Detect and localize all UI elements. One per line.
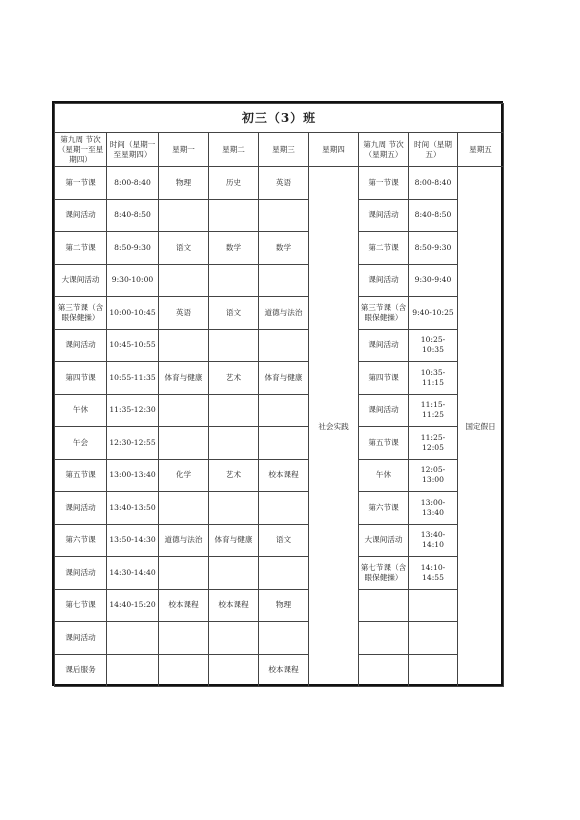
wednesday-cell	[259, 199, 309, 232]
friday-time-cell: 10:35-11:15	[409, 362, 458, 395]
table-row	[55, 589, 504, 622]
friday-period-cell	[359, 622, 409, 655]
tuesday-cell: 体育与健康	[209, 524, 259, 557]
friday-time-cell: 8:00-8:40	[409, 167, 458, 200]
wednesday-cell	[259, 622, 309, 655]
friday-time-cell: 11:25-12:05	[409, 427, 458, 460]
time-cell: 14:40-15:20	[107, 589, 159, 622]
table-row	[55, 654, 504, 687]
time-cell: 13:40-13:50	[107, 492, 159, 525]
time-cell: 13:00-13:40	[107, 459, 159, 492]
wednesday-cell: 英语	[259, 167, 309, 200]
tuesday-cell: 艺术	[209, 459, 259, 492]
tuesday-cell	[209, 557, 259, 590]
time-cell: 14:30-14:40	[107, 557, 159, 590]
friday-time-cell: 11:15-11:25	[409, 394, 458, 427]
period-cell: 第六节课	[55, 524, 107, 557]
period-cell: 大课间活动	[55, 264, 107, 297]
period-cell: 第四节课	[55, 362, 107, 395]
header-tuesday: 星期二	[209, 133, 259, 167]
tuesday-cell: 历史	[209, 167, 259, 200]
friday-period-cell: 第七节课（含眼保健操）	[359, 557, 409, 590]
tuesday-cell	[209, 394, 259, 427]
period-cell: 第三节课（含眼保健操）	[55, 297, 107, 330]
header-thursday: 星期四	[309, 133, 359, 167]
friday-time-cell: 10:25-10:35	[409, 329, 458, 362]
monday-cell: 体育与健康	[159, 362, 209, 395]
tuesday-cell: 语文	[209, 297, 259, 330]
friday-time-cell	[409, 654, 458, 687]
monday-cell	[159, 329, 209, 362]
period-cell: 第二节课	[55, 232, 107, 265]
friday-period-cell: 大课间活动	[359, 524, 409, 557]
friday-time-cell: 9:40-10:25	[409, 297, 458, 330]
wednesday-cell	[259, 264, 309, 297]
monday-cell	[159, 492, 209, 525]
table-row	[55, 524, 504, 557]
period-cell: 课间活动	[55, 492, 107, 525]
page-title: 初三（3）班	[55, 104, 504, 133]
period-cell: 课间活动	[55, 557, 107, 590]
tuesday-cell: 数学	[209, 232, 259, 265]
friday-period-cell: 课间活动	[359, 329, 409, 362]
header-row	[55, 133, 504, 167]
table-row	[55, 362, 504, 395]
time-cell: 11:35-12:30	[107, 394, 159, 427]
wednesday-cell: 语文	[259, 524, 309, 557]
table-row	[55, 199, 504, 232]
friday-period-cell	[359, 654, 409, 687]
wednesday-cell: 物理	[259, 589, 309, 622]
table-row	[55, 394, 504, 427]
table-row	[55, 427, 504, 460]
time-cell: 12:30-12:55	[107, 427, 159, 460]
friday-time-cell	[409, 622, 458, 655]
tuesday-cell	[209, 264, 259, 297]
time-cell: 10:55-11:35	[107, 362, 159, 395]
time-cell: 8:40-8:50	[107, 199, 159, 232]
period-cell: 课间活动	[55, 622, 107, 655]
time-cell: 8:00-8:40	[107, 167, 159, 200]
thursday-merged-cell: 社会实践	[309, 167, 359, 687]
period-cell: 第七节课	[55, 589, 107, 622]
monday-cell: 英语	[159, 297, 209, 330]
period-cell: 课后服务	[55, 654, 107, 687]
friday-time-cell: 8:50-9:30	[409, 232, 458, 265]
friday-time-cell: 9:30-9:40	[409, 264, 458, 297]
table-row	[55, 329, 504, 362]
tuesday-cell: 校本课程	[209, 589, 259, 622]
monday-cell	[159, 654, 209, 687]
time-cell: 8:50-9:30	[107, 232, 159, 265]
wednesday-cell	[259, 394, 309, 427]
monday-cell: 校本课程	[159, 589, 209, 622]
monday-cell: 道德与法治	[159, 524, 209, 557]
time-cell	[107, 654, 159, 687]
table-row	[55, 459, 504, 492]
friday-time-cell: 13:40-14:10	[409, 524, 458, 557]
friday-period-cell: 第三节课（含眼保健操）	[359, 297, 409, 330]
monday-cell	[159, 622, 209, 655]
wednesday-cell	[259, 329, 309, 362]
header-right-time: 时间（星期五）	[409, 133, 458, 167]
header-wednesday: 星期三	[259, 133, 309, 167]
friday-period-cell	[359, 589, 409, 622]
table-row	[55, 297, 504, 330]
monday-cell	[159, 557, 209, 590]
friday-time-cell: 14:10-14:55	[409, 557, 458, 590]
table-row	[55, 492, 504, 525]
friday-period-cell: 课间活动	[359, 199, 409, 232]
monday-cell	[159, 199, 209, 232]
monday-cell	[159, 427, 209, 460]
monday-cell	[159, 394, 209, 427]
friday-time-cell: 8:40-8:50	[409, 199, 458, 232]
wednesday-cell	[259, 557, 309, 590]
monday-cell: 语文	[159, 232, 209, 265]
table-row	[55, 622, 504, 655]
friday-time-cell: 13:00-13:40	[409, 492, 458, 525]
header-right-period: 第九周 节次（星期五）	[359, 133, 409, 167]
period-cell: 课间活动	[55, 199, 107, 232]
time-cell: 10:00-10:45	[107, 297, 159, 330]
tuesday-cell	[209, 654, 259, 687]
period-cell: 午会	[55, 427, 107, 460]
table-row	[55, 167, 504, 200]
tuesday-cell	[209, 622, 259, 655]
friday-merged-cell: 国定假日	[458, 167, 504, 687]
friday-period-cell: 课间活动	[359, 394, 409, 427]
table-row	[55, 264, 504, 297]
wednesday-cell: 校本课程	[259, 654, 309, 687]
tuesday-cell	[209, 427, 259, 460]
time-cell: 13:50-14:30	[107, 524, 159, 557]
friday-period-cell: 第五节课	[359, 427, 409, 460]
wednesday-cell	[259, 427, 309, 460]
header-friday: 星期五	[458, 133, 504, 167]
time-cell: 10:45-10:55	[107, 329, 159, 362]
tuesday-cell	[209, 329, 259, 362]
friday-time-cell: 12:05-13:00	[409, 459, 458, 492]
wednesday-cell: 数学	[259, 232, 309, 265]
friday-period-cell: 课间活动	[359, 264, 409, 297]
friday-period-cell: 第一节课	[359, 167, 409, 200]
friday-time-cell	[409, 589, 458, 622]
period-cell: 午休	[55, 394, 107, 427]
timetable-sheet	[52, 101, 503, 686]
tuesday-cell: 艺术	[209, 362, 259, 395]
timetable	[54, 103, 504, 687]
friday-period-cell: 午休	[359, 459, 409, 492]
time-cell: 9:30-10:00	[107, 264, 159, 297]
wednesday-cell: 校本课程	[259, 459, 309, 492]
tuesday-cell	[209, 199, 259, 232]
friday-period-cell: 第四节课	[359, 362, 409, 395]
header-monday: 星期一	[159, 133, 209, 167]
monday-cell: 物理	[159, 167, 209, 200]
period-cell: 第一节课	[55, 167, 107, 200]
friday-period-cell: 第六节课	[359, 492, 409, 525]
wednesday-cell: 道德与法治	[259, 297, 309, 330]
friday-period-cell: 第二节课	[359, 232, 409, 265]
header-left-time: 时间（星期一至星期四）	[107, 133, 159, 167]
period-cell: 第五节课	[55, 459, 107, 492]
header-left-period: 第九周 节次（星期一至星期四）	[55, 133, 107, 167]
table-row	[55, 557, 504, 590]
wednesday-cell: 体育与健康	[259, 362, 309, 395]
monday-cell	[159, 264, 209, 297]
tuesday-cell	[209, 492, 259, 525]
wednesday-cell	[259, 492, 309, 525]
period-cell: 课间活动	[55, 329, 107, 362]
time-cell	[107, 622, 159, 655]
monday-cell: 化学	[159, 459, 209, 492]
table-row	[55, 232, 504, 265]
